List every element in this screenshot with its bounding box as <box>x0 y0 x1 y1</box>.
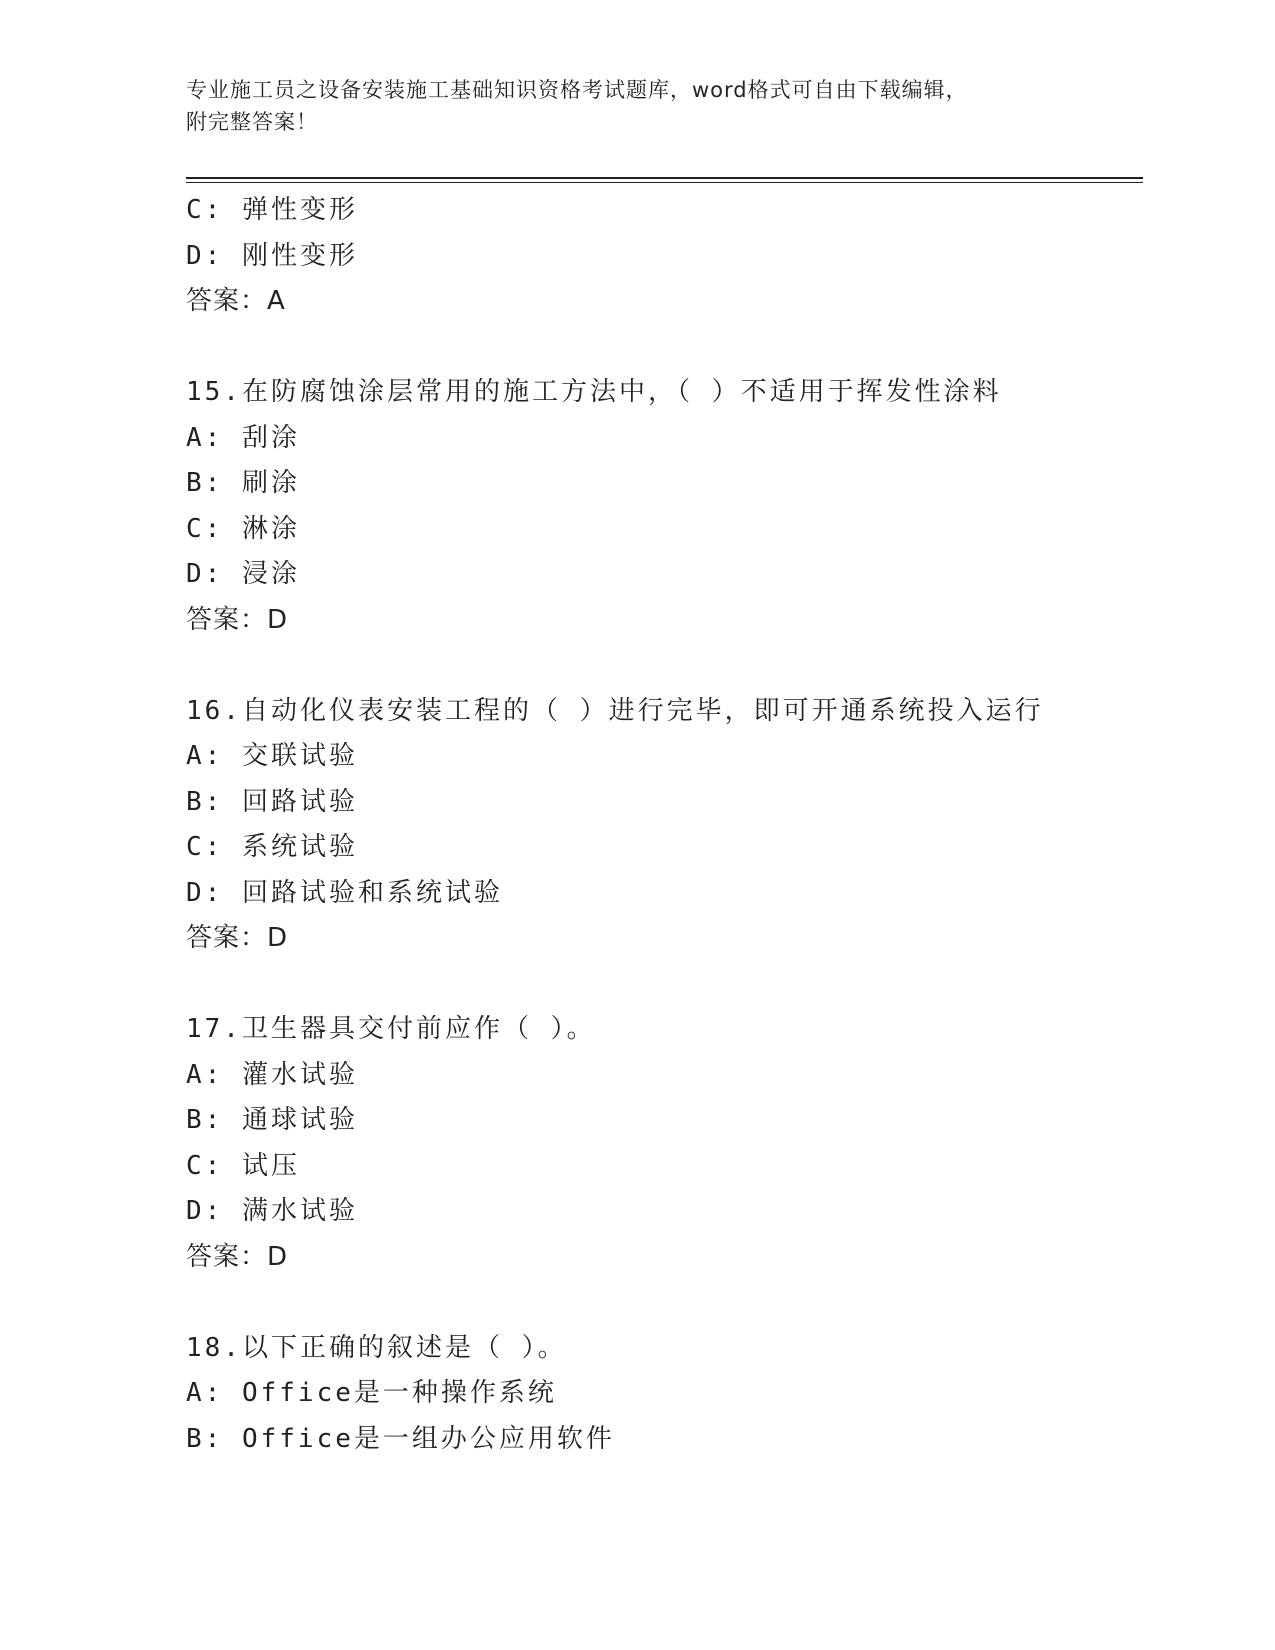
spacer <box>186 1280 1143 1326</box>
header-line-1: 专业施工员之设备安装施工基础知识资格考试题库，word格式可自由下载编辑， <box>186 78 968 102</box>
spacer <box>186 643 1143 689</box>
option-a: A: 灌水试验 <box>186 1059 358 1090</box>
option-a: A: 交联试验 <box>186 741 358 771</box>
option-b: B: 通球试验 <box>186 1105 358 1135</box>
question-15 <box>186 370 1143 643</box>
question-stem: 16.自动化仪表安装工程的（ ）进行完毕，即可开通系统投入运行 <box>186 695 1044 726</box>
spacer <box>186 325 1143 371</box>
answer-line: 答案：A <box>186 286 286 316</box>
option-a: A: 刮涂 <box>186 422 300 453</box>
option-b: B: Office是一组办公应用软件 <box>186 1423 615 1454</box>
question-stem: 15.在防腐蚀涂层常用的施工方法中，（ ）不适用于挥发性涂料 <box>186 377 1002 407</box>
header-line-2: 附完整答案！ <box>186 110 318 134</box>
document-header <box>186 74 1086 138</box>
option-d: D: 浸涂 <box>186 559 300 589</box>
option-c: C: 系统试验 <box>186 832 358 862</box>
question-stem: 17.卫生器具交付前应作（ ）。 <box>186 1014 596 1044</box>
option-c: C: 淋涂 <box>186 513 300 544</box>
question-14-continued <box>186 188 1143 325</box>
answer-line: 答案：D <box>186 1241 289 1272</box>
option-d: D: 刚性变形 <box>186 240 358 271</box>
answer-line: 答案：D <box>186 604 289 635</box>
answer-line: 答案：D <box>186 923 289 953</box>
option-a: A: Office是一种操作系统 <box>186 1378 557 1408</box>
option-c: C: 试压 <box>186 1150 300 1181</box>
option-b: B: 回路试验 <box>186 786 358 817</box>
option-d: D: 回路试验和系统试验 <box>186 877 503 908</box>
header-divider-thick <box>186 177 1143 179</box>
option-c: C: 弹性变形 <box>186 195 358 225</box>
spacer <box>186 962 1143 1008</box>
question-16 <box>186 689 1143 962</box>
option-d: D: 满水试验 <box>186 1196 358 1226</box>
header-divider-thin <box>186 182 1143 183</box>
question-17 <box>186 1007 1143 1280</box>
option-b: B: 刷涂 <box>186 468 300 498</box>
question-list <box>186 188 1143 1462</box>
question-stem: 18.以下正确的叙述是（ ）。 <box>186 1332 567 1363</box>
question-18 <box>186 1326 1143 1463</box>
